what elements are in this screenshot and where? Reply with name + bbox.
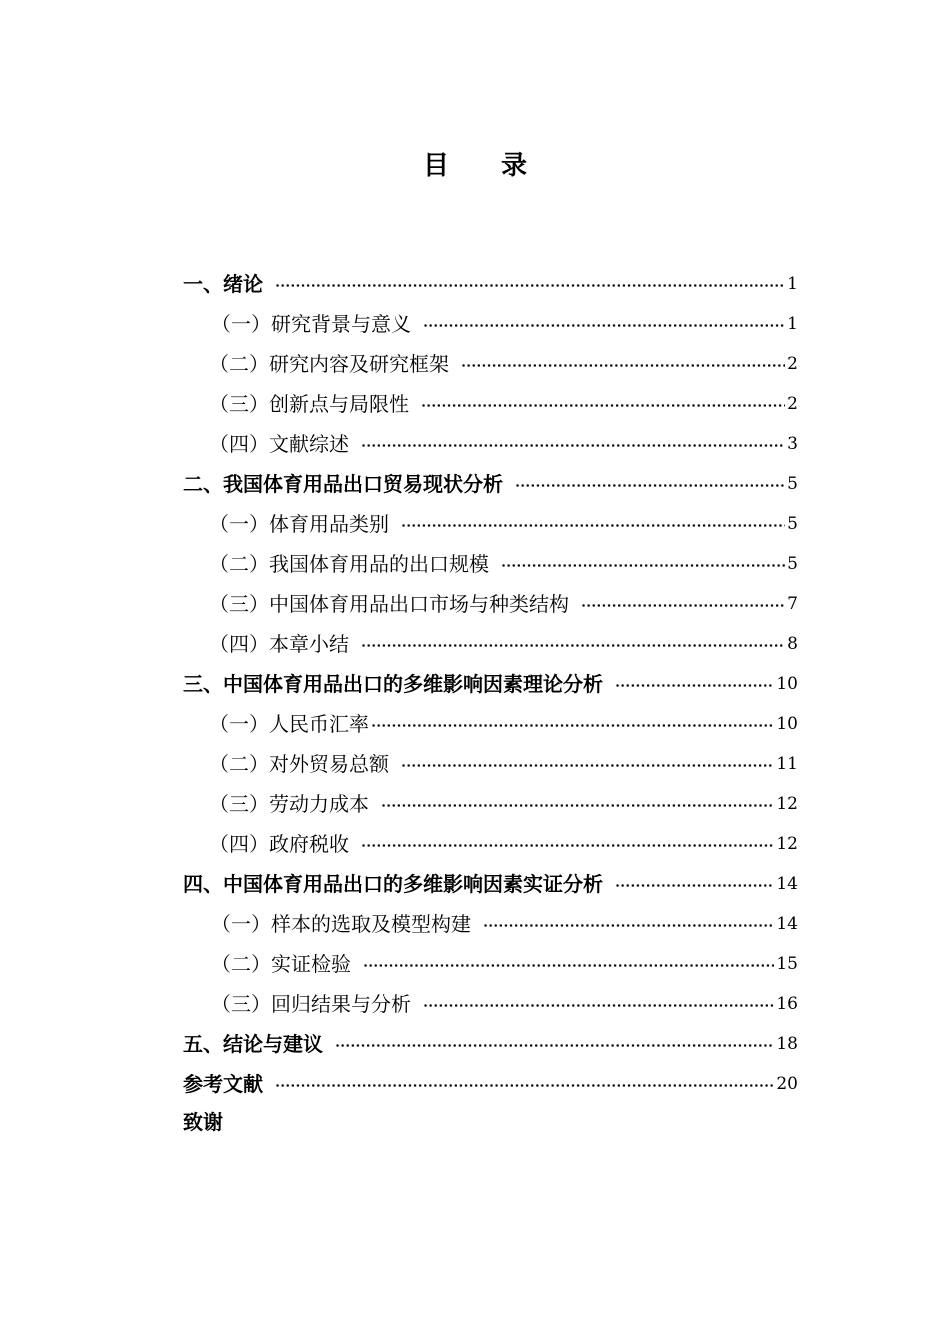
toc-entry-acknowledgements[interactable] <box>183 1104 798 1140</box>
dot-leader <box>615 684 774 687</box>
page-title: 目 录 <box>422 151 527 181</box>
dot-leader <box>423 1004 774 1007</box>
toc-entry-title: （一）研究背景与意义 <box>211 312 411 336</box>
toc-page-number: 12 <box>776 794 798 814</box>
toc-entry-title: （三）中国体育用品出口市场与种类结构 <box>209 592 569 616</box>
toc-page-number: 2 <box>787 354 798 374</box>
dot-leader <box>335 1044 774 1047</box>
toc-entry-title: 四、中国体育用品出口的多维影响因素实证分析 <box>183 872 603 896</box>
toc-entry-section-4-3[interactable] <box>183 984 798 1024</box>
toc-page-number: 2 <box>787 394 798 414</box>
toc-entry-title: 一、绪论 <box>183 272 263 296</box>
dot-leader <box>363 964 774 967</box>
toc-entry-section-1-1[interactable] <box>183 304 798 344</box>
toc-page-number: 3 <box>787 434 798 454</box>
dot-leader <box>381 804 774 807</box>
dot-leader <box>581 604 785 607</box>
toc-entry-section-2-3[interactable] <box>183 584 798 624</box>
dot-leader <box>461 364 785 367</box>
toc-page-number: 20 <box>776 1074 798 1094</box>
toc-page-number: 5 <box>787 474 798 494</box>
toc-entry-section-1-4[interactable] <box>183 424 798 464</box>
toc-entry-section-3-2[interactable] <box>183 744 798 784</box>
toc-entry-title: 二、我国体育用品出口贸易现状分析 <box>183 472 503 496</box>
toc-page-number: 18 <box>776 1034 798 1054</box>
dot-leader <box>401 524 785 527</box>
toc-page-number: 10 <box>776 674 798 694</box>
toc-entry-title: （四）政府税收 <box>209 832 349 856</box>
toc-entry-section-4-2[interactable] <box>183 944 798 984</box>
toc-entry-title: （二）实证检验 <box>211 952 351 976</box>
dot-leader <box>501 564 785 567</box>
toc-page-number: 15 <box>776 954 798 974</box>
toc-page-number: 1 <box>787 274 798 294</box>
toc-entry-section-2-4[interactable] <box>183 624 798 664</box>
toc-page-number: 7 <box>787 594 798 614</box>
toc-entry-title: （二）对外贸易总额 <box>209 752 389 776</box>
toc-entry-title: （三）回归结果与分析 <box>211 992 411 1016</box>
toc-entry-references[interactable] <box>183 1064 798 1104</box>
toc-entry-title: （一）体育用品类别 <box>209 512 389 536</box>
toc-entry-section-1-3[interactable] <box>183 384 798 424</box>
toc-page-number: 1 <box>787 314 798 334</box>
table-of-contents <box>183 264 798 1140</box>
toc-page-number: 10 <box>776 714 798 734</box>
dot-leader <box>371 724 774 727</box>
toc-page-number: 8 <box>787 634 798 654</box>
toc-entry-title: （三）劳动力成本 <box>209 792 369 816</box>
dot-leader <box>275 1084 774 1087</box>
toc-entry-section-4-1[interactable] <box>183 904 798 944</box>
toc-entry-title: （一）人民币汇率 <box>209 712 369 736</box>
toc-entry-title: 五、结论与建议 <box>183 1032 323 1056</box>
toc-entry-title: （四）文献综述 <box>209 432 349 456</box>
toc-entry-title: （二）研究内容及研究框架 <box>209 352 449 376</box>
toc-entry-title: （三）创新点与局限性 <box>209 392 409 416</box>
toc-page-number: 5 <box>787 554 798 574</box>
toc-entry-chapter-2[interactable] <box>183 464 798 504</box>
toc-page-number: 14 <box>776 914 798 934</box>
toc-page-number: 16 <box>776 994 798 1014</box>
toc-entry-title: 致谢 <box>183 1110 223 1134</box>
toc-entry-title: 三、中国体育用品出口的多维影响因素理论分析 <box>183 672 603 696</box>
toc-page-number: 14 <box>776 874 798 894</box>
dot-leader <box>401 764 774 767</box>
dot-leader <box>361 844 774 847</box>
dot-leader <box>421 404 785 407</box>
toc-entry-chapter-1[interactable] <box>183 264 798 304</box>
toc-entry-section-2-2[interactable] <box>183 544 798 584</box>
dot-leader <box>423 324 785 327</box>
toc-page-number: 12 <box>776 834 798 854</box>
dot-leader <box>615 884 774 887</box>
toc-entry-title: （二）我国体育用品的出口规模 <box>209 552 489 576</box>
toc-entry-title: 参考文献 <box>183 1072 263 1096</box>
dot-leader <box>483 924 774 927</box>
dot-leader <box>515 484 785 487</box>
toc-page-number: 5 <box>787 514 798 534</box>
toc-entry-chapter-5[interactable] <box>183 1024 798 1064</box>
toc-entry-chapter-3[interactable] <box>183 664 798 704</box>
toc-entry-section-3-4[interactable] <box>183 824 798 864</box>
toc-entry-section-3-3[interactable] <box>183 784 798 824</box>
dot-leader <box>361 444 785 447</box>
toc-page-number: 11 <box>776 754 798 774</box>
toc-entry-chapter-4[interactable] <box>183 864 798 904</box>
dot-leader <box>275 284 785 287</box>
toc-entry-section-3-1[interactable] <box>183 704 798 744</box>
dot-leader <box>361 644 785 647</box>
toc-entry-section-2-1[interactable] <box>183 504 798 544</box>
toc-entry-title: （四）本章小结 <box>209 632 349 656</box>
toc-entry-title: （一）样本的选取及模型构建 <box>211 912 471 936</box>
toc-entry-section-1-2[interactable] <box>183 344 798 384</box>
